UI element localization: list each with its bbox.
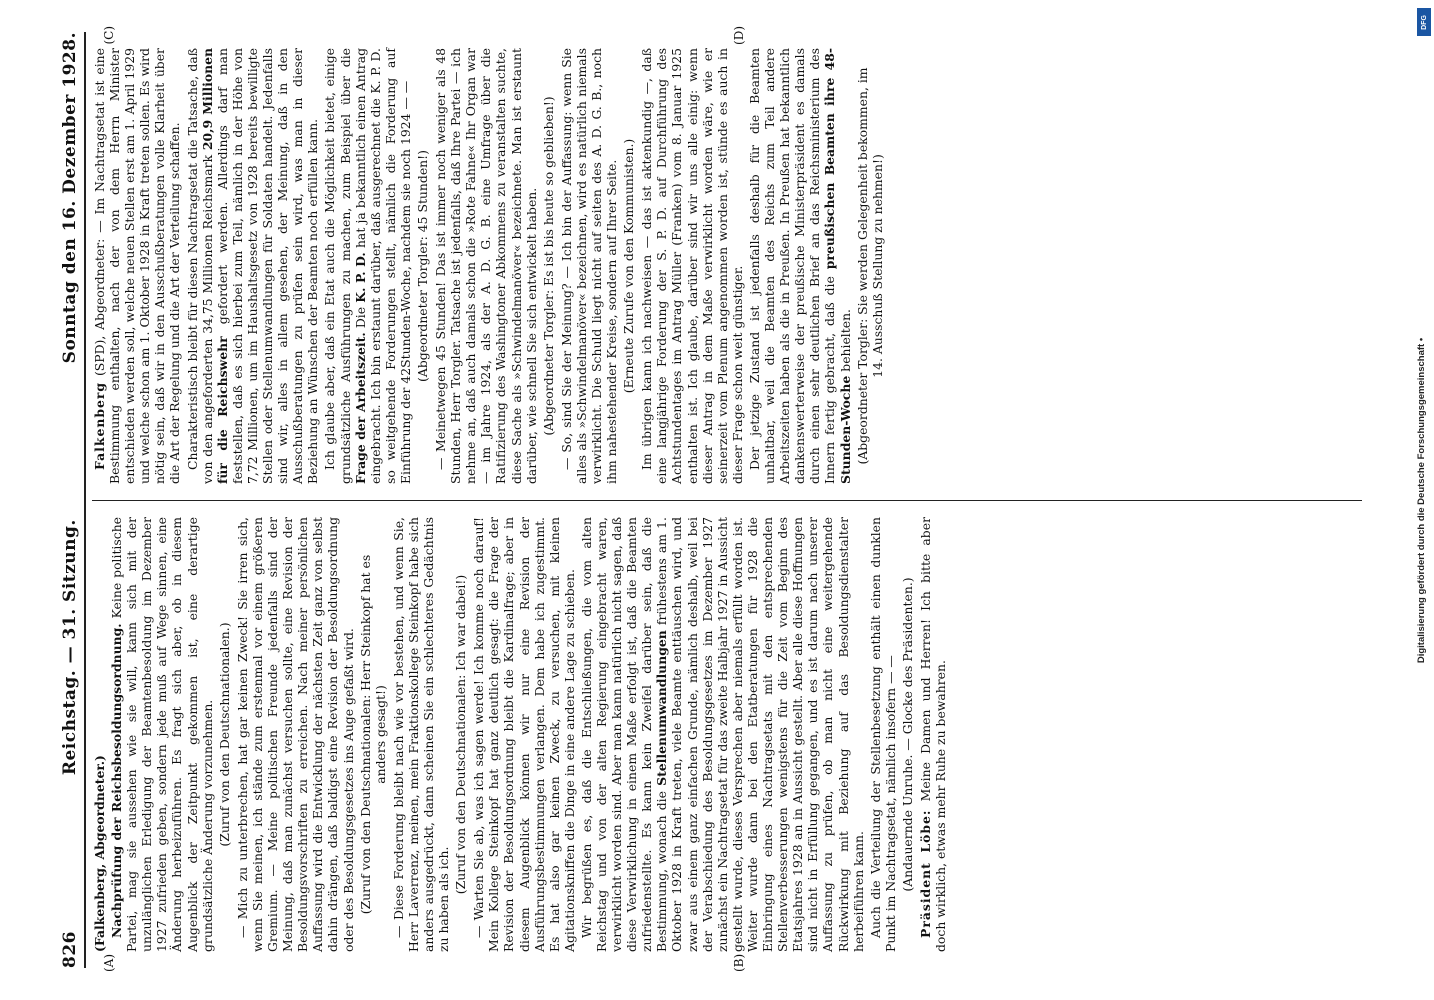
paragraph: Der jetzige Zustand ist jedenfalls deshalb für die Beamten unhaltbar, weil die Beamten des Reichs zum Teil andere Arbeitszeiten haben als die in Preußen. In Preußen hat bekanntlich dankenswerterweise der preußische Ministerpräsident es damals durch einen sehr deutlichen Brief an das Reichsministerium des Innern fertig gebracht, daß die preußischen Beamten ihre 48-Stunden-Woche behielten.: [746, 48, 853, 484]
paragraph: — Warten Sie ab, was ich sagen werde! Ich komme noch darauf! Mein Kollege Steinkopf hat ganz deutlich gesagt: die Frage der Revision der Besoldungsordnung bleibt die Kardinalfrage; aber in diesem Augenblick können wir nur eine Revision der Ausführungsbestimmungen verlangen. Dem habe ich zugestimmt. Es hat also gar keinen Zweck, zu versuchen, mit kleinen Agitationskniffen die Dinge in eine andere Lage zu schieben.: [471, 517, 577, 952]
speaker-intro: Falkenberg (SPD), Abgeordneter: — Im Nachtragsetat ist eine Bestimmung enthalten, nach der von dem Herrn Minister entschieden werden soll, welche neuen Stellen erst am 1. April 1929 und welche schon am 1. Oktober 1928 in Kraft treten sollen. Es wird nötig sein, daß wir in den Ausschußberatungen volle Klarheit über die Art der Regelung und die Art der Verteilung schaffen.: [92, 48, 183, 484]
page-number: 826: [60, 931, 80, 968]
paragraph: Im übrigen kann ich nachweisen — das ist aktenkundig —, daß eine langjährige Forderung der S. P. D. auf Durchführung des Achtstundentages im Antrag Müller (Franken) vom 8. Januar 1925 enthalten ist. Ich glaube, darüber sind wir uns alle einig: wenn dieser Antrag in dem Maße verwirklicht worden wäre, wie er seinerzeit vom Plenum angenommen worden ist, stünde es auch in dieser Frage schon weit günstiger.: [639, 48, 745, 484]
digitization-note: Digitalisierung gefördert durch die Deutsche Forschungsgemeinschaft •: [1416, 337, 1428, 663]
interjection: (Erneute Zurufe von den Kommunisten.): [621, 138, 637, 394]
left-column: [92, 500, 1362, 968]
interjection: (Abgeordneter Torgler: Sie werden Gelegenheit bekommen, im 14. Ausschuß Stellung zu nehmen!): [854, 67, 885, 465]
text-columns: [92, 26, 1362, 972]
dfg-logo: DFG: [1417, 8, 1431, 36]
paragraph: Auch die Verteilung der Stellenbesetzung enthält einen dunklen Punkt im Nachtragsetat, nämlich insofern — —: [867, 517, 898, 952]
paragraph: Charakteristisch bleibt für diesen Nachtragsetat die Tatsache, daß von den angeforderten 34,75 Millionen Reichsmark 20,9 Millionen für die Reichswehr gefordert werden. Allerdings darf man feststellen, daß es sich hierbei zum Teil, nämlich in der Höhe von 7,72 Millionen, um im Haushaltsgesetz von 1928 bereits bewilligte Stellen oder Stellenumwandlungen für Soldaten handelt. Jedenfalls sind wir, alles in allem gesehen, der Meinung, daß in den Ausschußberatungen zu prüfen sein wird, was man in dieser Beziehung an Wünschen der Beamten noch erfüllen kann.: [184, 47, 321, 484]
margin-marker-c: (C): [102, 26, 116, 45]
paragraph: Ich glaube aber, daß ein Etat auch die Möglichkeit bietet, einige grundsätzliche Ausführungen zu machen, zum Beispiel über die Frage der Arbeitszeit. Die K. P. D. hat ja bekanntlich einen Antrag eingebracht. Ich bin erstaunt darüber, daß ausgerechnet die K. P. D. so weitgehende Forderungen stellt, nämlich die Forderung auf Einführung der 42Stunden-Woche, nachdem sie noch 1924 — —: [322, 47, 413, 484]
page-header: [60, 32, 86, 968]
paragraph: — Diese Forderung bleibt nach wie vor bestehen, und wenn Sie, Herr Laverrenz, meinen, mein Fraktionskollege Steinkopf habe sich anders ausgedrückt, dann scheinen Sie ein schlechteres Gedächtnis zu haben als ich.: [390, 517, 452, 952]
speaker-continuation: (Falkenberg, Abgeordneter.): [92, 755, 107, 952]
interjection: (Andauernde Unruhe. — Glocke des Präsidenten.): [899, 577, 915, 892]
interjection: (Zuruf von den Deutschnationalen: Ich war dabei!): [453, 574, 469, 895]
paragraph: Nachprüfung der Reichsbesoldungsordnung. Keine politische Partei, mag sie aussehen wie sie will, kann sich mit der unzulänglichen Erledigung der Beamtenbesoldung im Dezember 1927 zufrieden geben, sondern jede muß auf Wege sinnen, eine Änderung herbeizuführen. Es fragt sich aber, ob in diesem Augenblick der Zeitpunkt gekommen ist, eine derartige grundsätzliche Änderung vorzunehmen.: [109, 516, 215, 952]
interjection: (Abgeordneter Torgler: Es ist bis heute so geblieben!): [540, 96, 556, 436]
right-column: [92, 32, 1362, 500]
rotated-document-page: [52, 20, 1382, 980]
session-title: Reichstag. — 31. Sitzung.: [60, 519, 80, 776]
paragraph: — Meinetwegen 45 Stunden! Das ist immer noch weniger als 48 Stunden, Herr Torgler. Tatsache ist jedenfalls, daß Ihre Partei — ich nehme an, daß auch damals schon die »Rote Fahne« Ihr Organ war — im Jahre 1924, als der A. D. G. B. eine Umfrage über die Ratifizierung des Washingtoner Abkommens zu veranstalten suchte, diese Sache als »Schwindelmanöver« bezeichnete. Man ist erstaunt darüber, wie schnell Sie sich entwickelt haben.: [433, 48, 539, 484]
margin-marker-d: (D): [732, 26, 746, 45]
session-date: Sonntag den 16. Dezember 1928.: [60, 32, 80, 364]
paragraph: — Mich zu unterbrechen, hat gar keinen Zweck! Sie irren sich, wenn Sie meinen, ich stände zum erstenmal vor einem größeren Gremium. — Meine politischen Freunde jedenfalls sind der Meinung, daß man zunächst versuchen sollte, eine Revision der Besoldungsvorschriften zu erreichen. Nach meiner persönlichen Auffassung wird die Entwicklung der nächsten Zeit ganz von selbst dahin drängen, daß baldigst eine Revision der Besoldungsordnung oder des Besoldungsgesetzes ins Auge gefaßt wird.: [234, 517, 356, 952]
interjection: (Zuruf von den Deutschnationalen.): [216, 622, 232, 847]
interjection: (Abgeordneter Torgler: 45 Stunden!): [414, 150, 430, 382]
margin-marker-b: (B): [732, 953, 746, 972]
paragraph: — So, sind Sie der Meinung? — Ich bin der Auffassung: wenn Sie alles als »Schwindelmanöver« bezeichnen, wird es natürlich niemals verwirklicht. Die Schuld liegt nicht auf seiten des A. D. G. B., noch ihm nahestehender Kreise, sondern auf Ihrer Seite.: [558, 48, 620, 484]
president-remark: Präsident Löbe: Meine Damen und Herren! Ich bitte aber doch wirklich, etwas mehr Ruhe zu bewahren.: [917, 517, 949, 952]
margin-marker-a: (A): [102, 953, 116, 972]
paragraph: Wir begrüßen es, daß die Entschließungen, die vom alten Reichstag und von der alten Regierung eingebracht waren, verwirklicht worden sind. Aber man kann natürlich nicht sagen, daß diese Verwirklichung in einem Maße erfolgt ist, daß die Beamten zufriedenstellte. Es kann kein Zweifel darüber sein, daß die Bestimmung, wonach die Stellenumwandlungen frühestens am 1. Oktober 1928 in Kraft treten, viele Beamte enttäuschen wird, und zwar aus einem ganz einfachen Grunde, nämlich deshalb, weil bei der Verabschiedung des Besoldungsgesetzes im Dezember 1927 zunächst ein Nachtragsetat für das zweite Halbjahr 1927 in Aussicht gestellt wurde, dieses Versprechen aber niemals erfüllt worden ist. Weiter wurde dann bei den Etatberatungen für 1928 die Einbringung eines Nachtragsetats mit den entsprechenden Stellenverbesserungen wenigstens für die Zeit vom Beginn des Etatsjahres 1928 an in Aussicht gestellt. Aber alle diese Hoffnungen sind nicht in Erfüllung gegangen, und es ist darum nach unserer Auffassung zu prüfen, ob man nicht eine weitergehende Rückwirkung mit Beziehung auf das Besoldungsdienstalter herbeiführen kann.: [578, 517, 866, 952]
interjection: (Zuruf von den Deutschnationalen: Herr Steinkopf hat es anders gesagt!): [357, 554, 388, 915]
